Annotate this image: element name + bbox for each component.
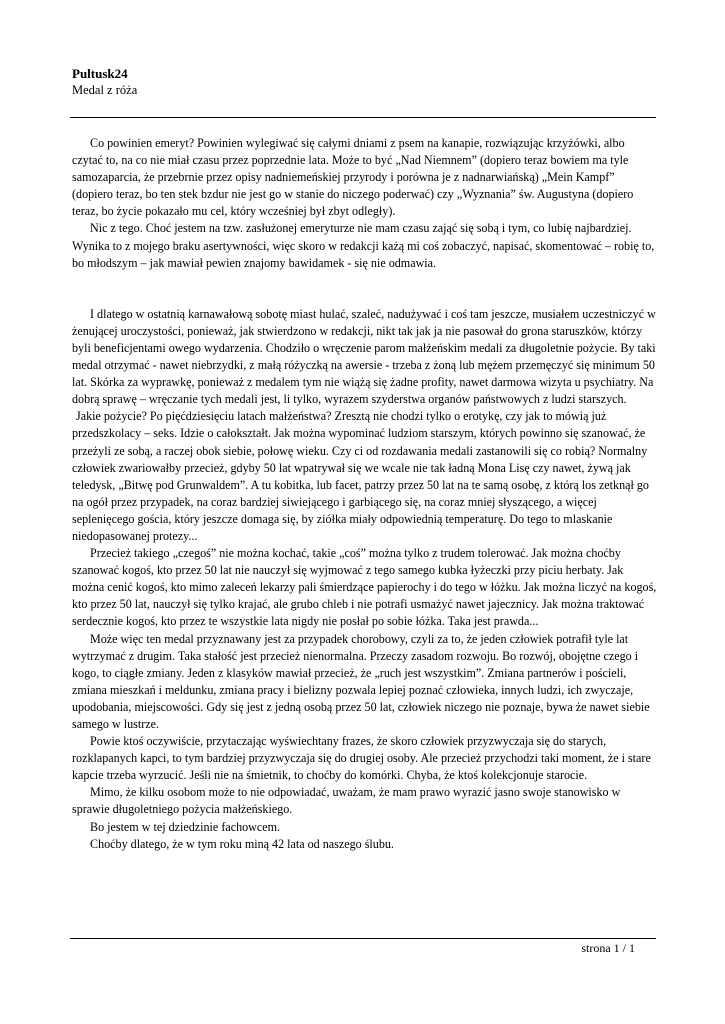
paragraph-7: Powie ktoś oczywiście, przytaczając wyświechtany frazes, że skoro człowiek przyzwyczaja się do starych, rozklapanych kapci, to tym bardziej przyzwyczaja się do drugiej osoby. Ale przecież przychodzi taki moment, że i stare kapcie trzeba wyrzucić. Jeśli nie na śmietnik, to choćby do komórki. Chyba, że ktoś kolekcjonuje starocie. bbox=[72, 734, 651, 783]
publication-title: Pultusk24 bbox=[72, 66, 128, 81]
paragraph-3: I dlatego w ostatnią karnawałową sobotę miast hulać, szaleć, nadużywać i coś tam jeszcze, musiałem uczestniczyć w żenującej uroczystości, ponieważ, jak stwierdzono w redakcji, nikt tak jak ja nie pasował do grona staruszków, którzy byli beneficjentami owego wydarzenia. Chodziło o wręczenie parom małżeńskim medali za długoletnie pożycie. By taki medal otrzymać - nawet niebrzydki, z małą różyczką na awersie - trzeba z żoną lub mężem przemęczyć się minimum 50 lat. Skórka za wyprawkę, ponieważ z medalem tym nie wiążą się żadne profity, nawet darmowa wizyta u psychiatry. Na dobrą sprawę – wręczanie tych medali jest, li tylko, wyrazem szyderstwa organów państwowych z ludzi starszych. bbox=[72, 306, 656, 407]
header-divider bbox=[70, 117, 656, 118]
paragraph-4: Jakie pożycie? Po pięćdziesięciu latach małżeństwa? Zresztą nie chodzi tylko o erotykę, czy jak to mówią już przedszkolacy – seks. Idzie o całokształt. Jak można wypominać ludziom starszym, których powinno się szanować, że przeżyli ze sobą, a raczej obok siebie, połowę wieku. Czy ci od rozdawania medali zastanowili się co robią? Normalny człowiek zwariowałby przecież, gdyby 50 lat wpatrywał się we wcale nie tak ładną Mona Lisę czy nawet, żywą jak teledysk, „Bitwę pod Grunwaldem”. A tu kobitka, lub facet, patrzy przez 50 lat na te samą osobę, z którą los zetknął go na ogół przez przypadek, na coraz bardziej siwiejącego i garbiącego się, na coraz mniej słyszącego, a więcej seplenięcego gościa, który jeszcze domaga się, by ziółka miały odpowiednią temperaturę. Do tego to mlaskanie niedopasowanej protezy... bbox=[72, 409, 649, 543]
paragraph-6: Może więc ten medal przyznawany jest za przypadek chorobowy, czyli za to, że jeden człowiek potrafił tyle lat wytrzymać z drugim. Taka stałość jest przecież nienormalna. Przeczy zasadom rozwoju. Bo rozwój, obojętne czego i kogo, to ciągłe zmiany. Jeden z klasyków mawiał przecież, że „ruch jest wszystkim”. Zmiana partnerów i pościeli, zmiana mieszkań i meldunku, zmiana pracy i bielizny pozwala lepiej poznać człowieka, innych ludzi, ich zwyczaje, upodobania, miejscowości. Gdy się jest z jedną osobą przez 50 lat, człowiek niczego nie poznaje, bywa że nawet siebie samego w lustrze. bbox=[72, 631, 650, 731]
footer-divider bbox=[70, 938, 656, 939]
document-header bbox=[72, 66, 656, 98]
page-number: strona 1 / 1 bbox=[581, 941, 635, 955]
paragraph-9: Bo jestem w tej dziedzinie fachowcem. bbox=[90, 819, 281, 834]
paragraph-2: Nic z tego. Choć jestem na tzw. zasłużonej emeryturze nie mam czasu zająć się sobą i tym, co lubię najbardziej. Wynika to z mojego braku asertywności, więc skoro w redakcji każą mi coś zobaczyć, napisać, skomentować – robię to, bo młodszym – jak mawiał pewien znajomy bawidamek - się nie odmawia. bbox=[72, 221, 655, 270]
paragraph-8: Mimo, że kilku osobom może to nie odpowiadać, uważam, że mam prawo wyrazić jasno swoje stanowisko w sprawie długoletniego pożycia małżeńskiego. bbox=[72, 785, 621, 817]
paragraph-1: Co powinien emeryt? Powinien wylegiwać się całymi dniami z psem na kanapie, rozwiązując krzyżówki, albo czytać to, na co nie miał czasu przez poprzednie lata. Może to być „Nad Niemnem” (dopiero teraz bowiem ma tyle samozaparcia, że przebrnie przez opisy nadniemeńskiej przyrody i porówna je z nadnarwiańską) „Mein Kampf” (dopiero teraz, bo ten stek bzdur nie jest go w stanie do niczego poderwać) czy „Wyznania” św. Augustyna (dopiero teraz, bo życie pokazało mu cel, który wcześniej był zbyt odległy). bbox=[72, 136, 634, 219]
paragraph-5: Przecież takiego „czegoś” nie można kochać, takie „coś” można tylko z trudem tolerować. Jak można choćby szanować kogoś, kto przez 50 lat nie nauczył się wyjmować z tego samego kubka łyżeczki przy piciu herbaty. Jak można cenić kogoś, kto mimo zaleceń lekarzy pali śmierdzące papierochy i do tego w łóżku. Jak można liczyć na kogoś, kto przez 50 lat, nauczył się tylko krajać, ale grubo chleb i nie potrafi usmażyć nawet jajecznicy. Jak można traktować serdecznie kogoś, kto przez te wszystkie lata nigdy nie posłał po sobie łóżka. Taka jest prawda... bbox=[72, 546, 657, 629]
article-title: Medal z róża bbox=[72, 83, 138, 97]
article-body bbox=[72, 135, 657, 853]
paragraph-10: Choćby dlatego, że w tym roku miną 42 lata od naszego ślubu. bbox=[90, 836, 394, 851]
